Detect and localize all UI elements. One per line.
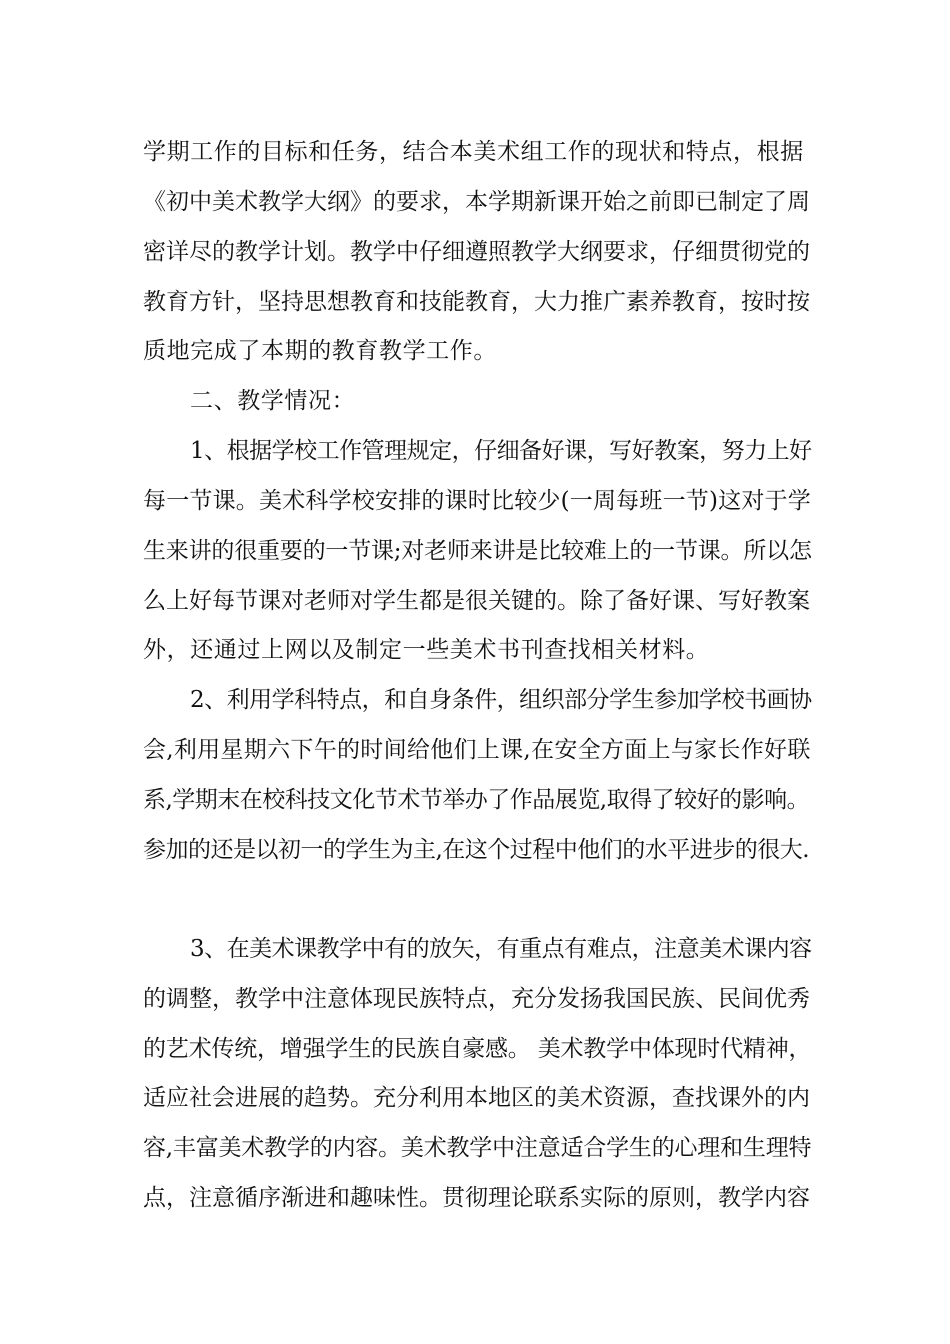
item-2-line-3: 系,学期末在校科技文化节术节举办了作品展览,取得了较好的影响。 [143, 787, 810, 813]
intro-line-3: 密详尽的教学计划。教学中仔细遵照教学大纲要求，仔细贯彻党的 [143, 239, 810, 265]
item-1-line-1: 1、根据学校工作管理规定，仔细备好课，写好教案，努力上好 [190, 438, 812, 464]
intro-line-1: 学期工作的目标和任务，结合本美术组工作的现状和特点，根据 [143, 139, 804, 165]
item-3-line-1: 3、在美术课教学中有的放矢，有重点有难点，注意美术课内容 [190, 936, 812, 962]
intro-line-2: 《初中美术教学大纲》的要求，本学期新课开始之前即已制定了周 [143, 189, 810, 215]
item-3-line-4: 适应社会进展的趋势。充分利用本地区的美术资源，查找课外的内 [143, 1085, 810, 1111]
item-3-line-3: 的艺术传统，增强学生的民族自豪感。 美术教学中体现时代精神， [143, 1036, 812, 1062]
item-1-line-5: 外，还通过上网以及制定一些美术书刊查找相关材料。 [143, 637, 710, 663]
item-1-line-2: 每一节课。美术科学校安排的课时比较少(一周每班一节)这对于学 [143, 488, 811, 514]
item-2-line-1: 2、利用学科特点，和自身条件，组织部分学生参加学校书画协 [190, 687, 812, 713]
item-3-line-6: 点，注意循序渐进和趣味性。贯彻理论联系实际的原则，教学内容 [143, 1185, 810, 1211]
section-heading: 二、教学情况： [190, 388, 356, 414]
item-3-line-5: 容,丰富美术教学的内容。美术教学中注意适合学生的心理和生理特 [143, 1135, 812, 1161]
item-1-line-3: 生来讲的很重要的一节课;对老师来讲是比较难上的一节课。所以怎 [143, 538, 812, 564]
item-1-line-4: 么上好每节课对老师对学生都是很关键的。除了备好课、写好教案 [143, 588, 810, 614]
item-2-line-4: 参加的还是以初一的学生为主,在这个过程中他们的水平进步的很大. [143, 837, 810, 863]
intro-line-4: 教育方针，坚持思想教育和技能教育，大力推广素养教育，按时按 [143, 289, 810, 315]
item-2-line-2: 会,利用星期六下午的时间给他们上课,在安全方面上与家长作好联 [143, 737, 811, 763]
intro-line-5: 质地完成了本期的教育教学工作。 [143, 338, 497, 364]
item-3-line-2: 的调整，教学中注意体现民族特点，充分发扬我国民族、民间优秀 [143, 986, 810, 1012]
